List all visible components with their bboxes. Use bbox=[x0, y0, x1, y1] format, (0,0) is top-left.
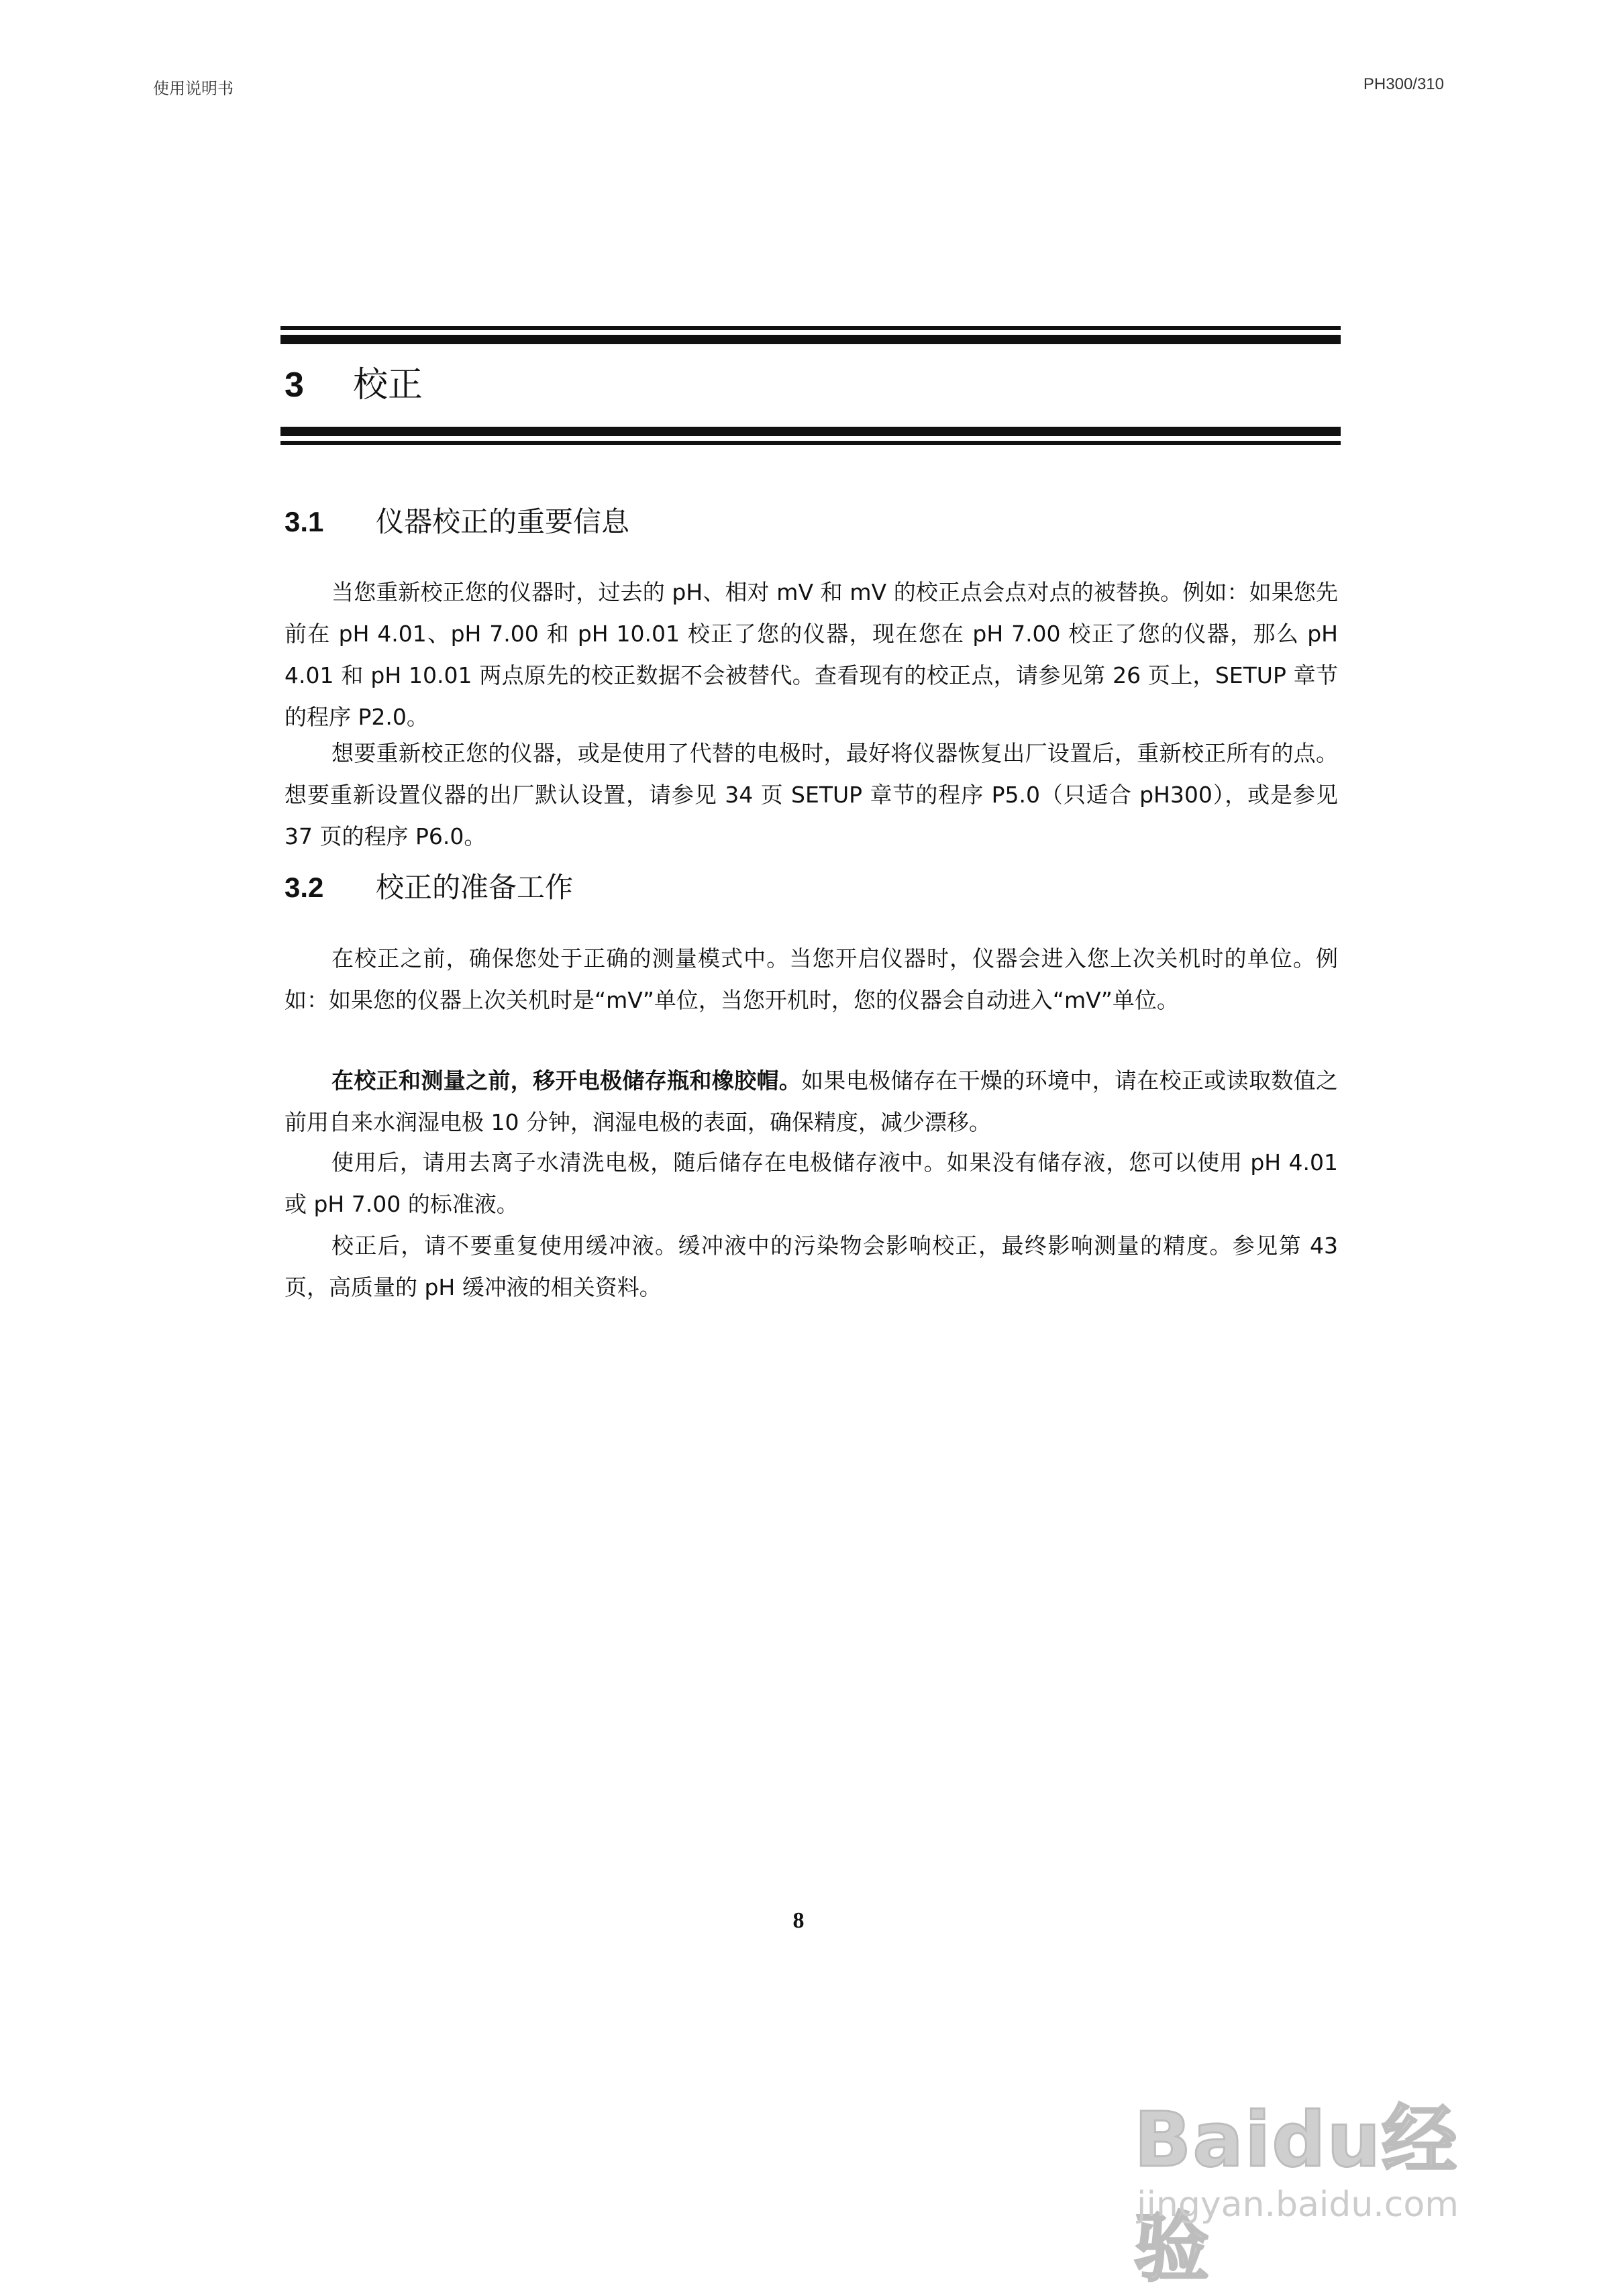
chapter-number: 3 bbox=[285, 366, 304, 405]
section-title: 仪器校正的重要信息 bbox=[376, 505, 630, 538]
section-title: 校正的准备工作 bbox=[376, 871, 574, 904]
section-number: 3.2 bbox=[285, 872, 324, 903]
header-model: PH300/310 bbox=[1363, 75, 1444, 93]
chapter-rule-bottom bbox=[280, 427, 1341, 445]
paragraph: 在校正之前，确保您处于正确的测量模式中。当您开启仪器时，仪器会进入您上次关机时的单位。例如：如果您的仪器上次关机时是“mV”单位，当您开机时，您的仪器会自动进入“mV”单位。 bbox=[285, 945, 1338, 1013]
paragraph: 当您重新校正您的仪器时，过去的 pH、相对 mV 和 mV 的校正点会点对点的被替换。例如：如果您先前在 pH 4.01、pH 7.00 和 pH 10.01 校正了您的仪器，现在您在 pH 7.00 校正了您的仪器，那么 pH 4.01 和 pH 10.01 两点原先的校正数据不会被替代。查看现有的校正点，请参见第 26 页上，SETUP 章节的程序 P2.0。 bbox=[285, 579, 1338, 730]
header-doc-title: 使用说明书 bbox=[153, 79, 234, 98]
paragraph: 使用后，请用去离子水清洗电极，随后储存在电极储存液中。如果没有储存液，您可以使用 pH 4.01 或 pH 7.00 的标准液。 bbox=[285, 1149, 1338, 1217]
section-heading-3-1 bbox=[285, 505, 630, 538]
baidu-logo: Baidu经验 bbox=[1134, 2097, 1459, 2292]
paragraph-body: 如果电极储存在干燥的环境中，请在校正或读取数值之前用自来水润湿电极 10 分钟，润湿电极的表面，确保精度，减少漂移。 bbox=[285, 1067, 1339, 1135]
bold-lead: 在校正和测量之前，移开电极储存瓶和橡胶帽。 bbox=[331, 1067, 802, 1094]
section-number: 3.1 bbox=[285, 506, 324, 537]
watermark-url: jingyan.baidu.com bbox=[1137, 2185, 1459, 2225]
chapter-title-text: 校正 bbox=[353, 365, 423, 405]
paragraph bbox=[285, 1060, 1338, 1143]
page-number: 8 bbox=[792, 1908, 805, 1933]
chapter-rule-top bbox=[280, 326, 1341, 344]
paragraph: 想要重新校正您的仪器，或是使用了代替的电极时，最好将仪器恢复出厂设置后，重新校正所有的点。想要重新设置仪器的出厂默认设置，请参见 34 页 SETUP 章节的程序 P5.0（只适合 pH300），或是参见 37 页的程序 P6.0。 bbox=[285, 740, 1338, 849]
chapter-title bbox=[285, 365, 423, 405]
paragraph: 校正后，请不要重复使用缓冲液。缓冲液中的污染物会影响校正，最终影响测量的精度。参见第 43 页，高质量的 pH 缓冲液的相关资料。 bbox=[285, 1233, 1338, 1300]
baidu-watermark bbox=[1134, 2067, 1510, 2292]
section-heading-3-2 bbox=[285, 871, 574, 904]
